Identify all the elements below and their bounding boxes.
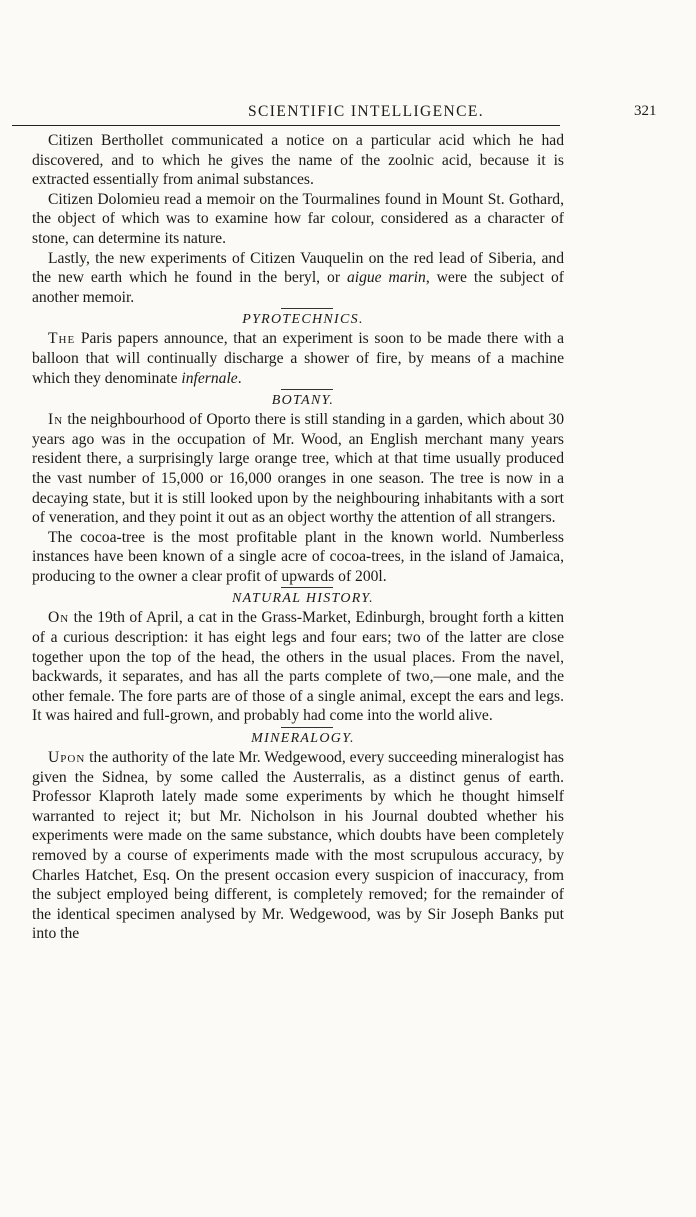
text-run: the authority of the late Mr. Wedgewood, every succeeding mineralogist has given the Sidnea, by some called the Austerralis, as a distinct genus of earth. Professor Klaproth lately made some experiments by which he thought himself warranted to reject it; but Mr. Nicholson in his Journal doubted whether his experiments were made on the same substance, which doubts have been completely removed by a course of experiments made with the most scrupulous accuracy, by Charles Hatchet, Esq. On the present occasion every suspicion of inaccuracy, from the subject employed being different, is completely removed; for the remainder of the identical specimen analysed by Mr. Wedgewood, was by Sir Joseph Banks put into the [32, 749, 564, 943]
section-heading-natural-history: NATURAL HISTORY. [42, 587, 564, 607]
text-run: , were the subject of another memoir. [32, 269, 564, 306]
paragraph-kitten [32, 608, 564, 726]
text-run: Lastly, the new experiments of Citizen Vauquelin on the red lead of Siberia, and the new earth which he found in the beryl, or [32, 249, 564, 287]
section-heading-mineralogy: MINERALOGY. [42, 727, 564, 747]
italic-term: infernale [181, 369, 238, 387]
lead-word: The [48, 330, 76, 348]
paragraph-vauquelin [32, 249, 564, 308]
page-number: 321 [634, 103, 657, 119]
italic-term: aigue marin [346, 269, 426, 287]
header-rule [12, 125, 560, 126]
section-heading-pyrotechnics: PYROTECHNICS. [42, 308, 564, 328]
lead-word: In [48, 411, 64, 429]
paragraph-berthollet: Citizen Berthollet communicated a notice on a particular acid which he had discovered, and to which he gives the name of the zoolnic acid, because it is extracted essentially from animal substances. [32, 132, 564, 189]
section-heading-botany: BOTANY. [42, 389, 564, 409]
paragraph-balloon [32, 329, 564, 388]
text-run: . [237, 369, 242, 387]
lead-word: Upon [48, 749, 86, 767]
text-run: the 19th of April, a cat in the Grass-Market, Edinburgh, brought forth a kitten of a curious description: it has eight legs and four ears; two of the latter are close together upon the top of the head, the others in the usual places. From the navel, backwards, it separates, and has all the parts complete of two,—one male, and the other female. The fore parts are of those of a single animal, except the ears and legs. It was haired and full-grown, and probably had come into the world alive. [32, 609, 564, 725]
running-header [6, 103, 576, 121]
paragraph-sidnea [32, 748, 564, 944]
text-run: Paris papers announce, that an experiment is soon to be made there with a balloon that will continually discharge a shower of fire, by means of a machine which they denominate [32, 330, 564, 387]
paragraph-cocoa-tree: The cocoa-tree is the most profitable plant in the known world. Numberless instances have been known of a single acre of cocoa-trees, in the island of Jamaica, producing to the owner a clear profit of upwards of 200l. [32, 528, 564, 585]
paragraph-orange-tree [32, 410, 564, 528]
running-title: SCIENTIFIC INTELLIGENCE. [248, 103, 484, 120]
paragraph-dolomieu: Citizen Dolomieu read a memoir on the Tourmalines found in Mount St. Gothard, the object of which was to examine how far colour, considered as a character of stone, can determine its nature. [32, 190, 564, 247]
lead-word: On [48, 609, 70, 627]
text-run: the neighbourhood of Oporto there is still standing in a garden, which about 30 years ago was in the occupation of Mr. Wood, an English merchant many years resident there, a surprisingly large orange tree, which at that time usually produced the vast number of 15,000 or 16,000 oranges in one season. The tree is now in a decaying state, but it is still looked upon by the neighbouring inhabitants with a sort of veneration, and they point it out as an object worthy the attention of all strangers. [32, 411, 564, 527]
article-body [32, 131, 564, 944]
